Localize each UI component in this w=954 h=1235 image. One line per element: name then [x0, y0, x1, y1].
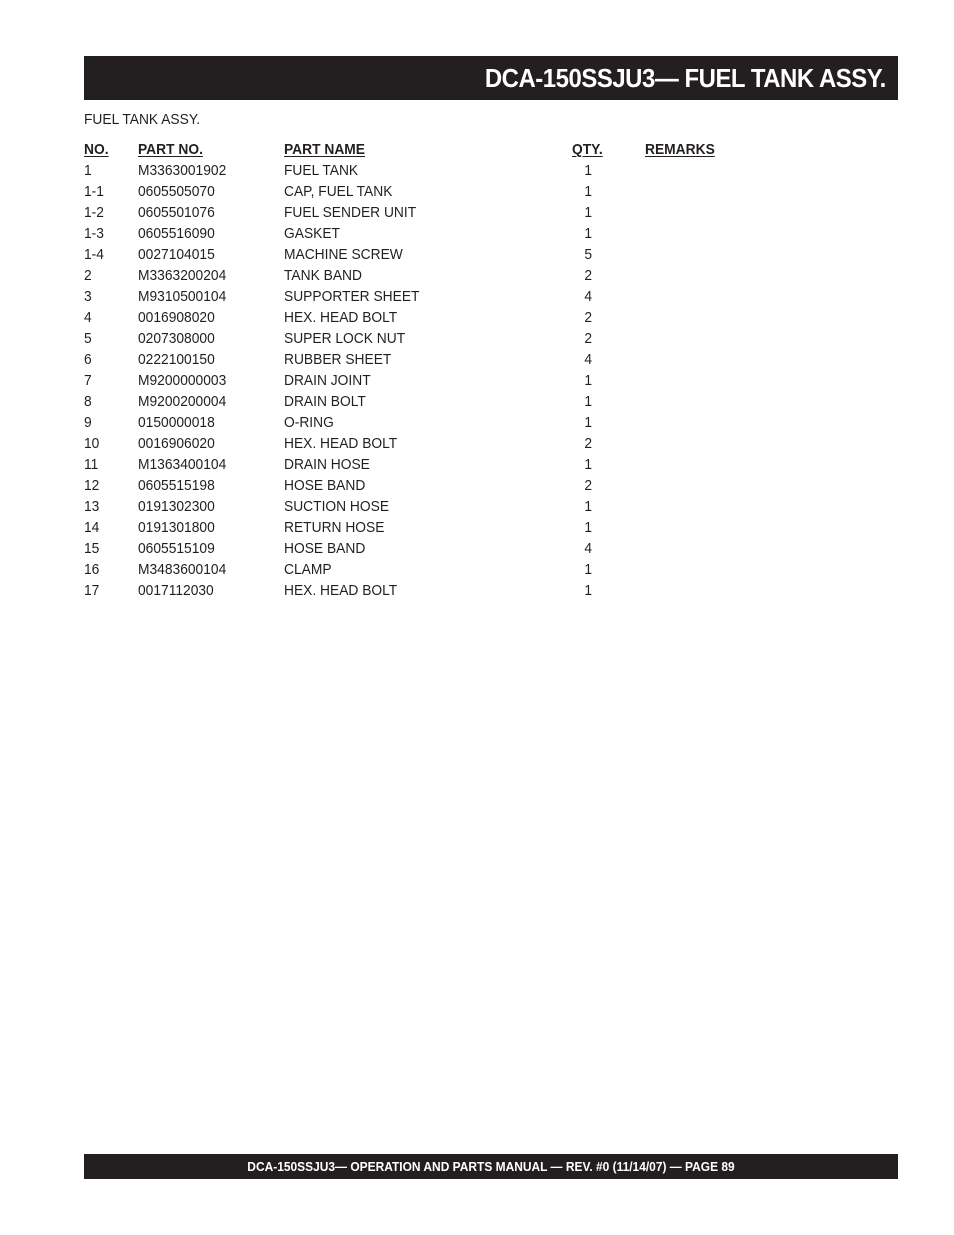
cell-part-name: HOSE BAND	[284, 540, 366, 557]
cell-qty: 1	[584, 456, 592, 473]
cell-no: 17	[84, 582, 100, 599]
table-row	[84, 286, 764, 307]
cell-part-name: FUEL TANK	[284, 162, 359, 179]
cell-qty: 2	[584, 330, 592, 347]
cell-no: 11	[84, 456, 99, 473]
cell-part-no: M9200200004	[138, 393, 227, 410]
cell-no: 10	[84, 435, 100, 452]
cell-part-no: 0605505070	[138, 183, 215, 200]
cell-qty: 1	[584, 561, 592, 578]
cell-part-no: 0191301800	[138, 519, 215, 536]
cell-part-no: 0207308000	[138, 330, 215, 347]
cell-no: 1	[84, 162, 92, 179]
cell-part-no: 0605515198	[138, 477, 215, 494]
cell-part-no: M3363200204	[138, 267, 227, 284]
cell-no: 3	[84, 288, 92, 305]
section-label: FUEL TANK ASSY.	[84, 111, 201, 128]
cell-no: 14	[84, 519, 100, 536]
cell-part-no: 0016908020	[138, 309, 215, 326]
cell-qty: 1	[584, 498, 592, 515]
cell-part-no: 0016906020	[138, 435, 215, 452]
cell-no: 2	[84, 267, 92, 284]
cell-part-no: 0191302300	[138, 498, 215, 515]
table-row	[84, 475, 764, 496]
table-row	[84, 202, 764, 223]
parts-table	[84, 139, 764, 601]
cell-qty: 1	[584, 519, 592, 536]
table-row	[84, 349, 764, 370]
cell-no: 9	[84, 414, 92, 431]
table-row	[84, 223, 764, 244]
cell-part-name: CLAMP	[284, 561, 332, 578]
cell-part-name: TANK BAND	[284, 267, 362, 284]
cell-no: 12	[84, 477, 100, 494]
cell-part-no: 0017112030	[138, 582, 214, 599]
column-header-remarks: REMARKS	[645, 141, 715, 158]
cell-part-name: DRAIN JOINT	[284, 372, 371, 389]
table-body	[84, 160, 764, 601]
cell-part-name: SUPPORTER SHEET	[284, 288, 420, 305]
table-row	[84, 517, 764, 538]
cell-qty: 1	[584, 372, 592, 389]
cell-part-name: HEX. HEAD BOLT	[284, 309, 398, 326]
page-footer-bar	[84, 1154, 898, 1179]
cell-part-no: M3363001902	[138, 162, 227, 179]
cell-qty: 1	[584, 414, 592, 431]
cell-qty: 1	[584, 183, 592, 200]
column-header-qty: QTY.	[572, 141, 603, 158]
cell-no: 1-4	[84, 246, 104, 263]
page-footer: DCA-150SSJU3— OPERATION AND PARTS MANUAL — REV. #0 (11/14/07) — PAGE 89	[247, 1159, 735, 1174]
cell-part-no: 0150000018	[138, 414, 215, 431]
cell-part-name: DRAIN HOSE	[284, 456, 370, 473]
cell-qty: 1	[584, 225, 592, 242]
table-row	[84, 433, 764, 454]
cell-part-no: M3483600104	[138, 561, 227, 578]
table-row	[84, 496, 764, 517]
table-row	[84, 160, 764, 181]
table-row	[84, 538, 764, 559]
table-row	[84, 181, 764, 202]
cell-part-name: RETURN HOSE	[284, 519, 385, 536]
column-header-part-name: PART NAME	[284, 141, 366, 158]
cell-part-no: 0222100150	[138, 351, 215, 368]
table-row	[84, 265, 764, 286]
cell-part-name: DRAIN BOLT	[284, 393, 366, 410]
cell-qty: 4	[584, 351, 592, 368]
table-row	[84, 580, 764, 601]
page-title: DCA-150SSJU3— FUEL TANK ASSY.	[485, 63, 886, 93]
table-header-row	[84, 139, 764, 160]
cell-qty: 1	[584, 582, 592, 599]
column-header-no: NO.	[84, 141, 109, 158]
cell-qty: 1	[584, 162, 592, 179]
cell-no: 5	[84, 330, 92, 347]
cell-part-no: 0605515109	[138, 540, 215, 557]
cell-no: 13	[84, 498, 100, 515]
table-row	[84, 370, 764, 391]
cell-part-name: MACHINE SCREW	[284, 246, 403, 263]
cell-part-name: O-RING	[284, 414, 334, 431]
cell-qty: 4	[584, 288, 592, 305]
cell-qty: 2	[584, 309, 592, 326]
cell-no: 7	[84, 372, 92, 389]
column-header-part-no: PART NO.	[138, 141, 203, 158]
cell-part-name: GASKET	[284, 225, 340, 242]
cell-no: 4	[84, 309, 92, 326]
cell-part-name: FUEL SENDER UNIT	[284, 204, 417, 221]
table-row	[84, 244, 764, 265]
table-row	[84, 454, 764, 475]
cell-qty: 1	[584, 204, 592, 221]
cell-part-name: RUBBER SHEET	[284, 351, 392, 368]
table-row	[84, 412, 764, 433]
cell-no: 16	[84, 561, 100, 578]
cell-part-name: SUCTION HOSE	[284, 498, 390, 515]
cell-qty: 5	[584, 246, 592, 263]
cell-part-name: HEX. HEAD BOLT	[284, 435, 398, 452]
table-row	[84, 559, 764, 580]
cell-no: 1-3	[84, 225, 104, 242]
table-row	[84, 391, 764, 412]
cell-part-name: HEX. HEAD BOLT	[284, 582, 398, 599]
cell-part-no: 0605516090	[138, 225, 215, 242]
cell-no: 8	[84, 393, 92, 410]
cell-qty: 4	[584, 540, 592, 557]
cell-no: 1-1	[84, 183, 104, 200]
table-row	[84, 328, 764, 349]
cell-part-name: HOSE BAND	[284, 477, 366, 494]
cell-qty: 2	[584, 477, 592, 494]
cell-qty: 1	[584, 393, 592, 410]
table-row	[84, 307, 764, 328]
cell-part-name: CAP, FUEL TANK	[284, 183, 393, 200]
cell-part-no: 0605501076	[138, 204, 215, 221]
cell-qty: 2	[584, 435, 592, 452]
page-title-bar	[84, 56, 898, 100]
cell-part-no: 0027104015	[138, 246, 215, 263]
cell-no: 6	[84, 351, 92, 368]
cell-no: 1-2	[84, 204, 104, 221]
cell-part-name: SUPER LOCK NUT	[284, 330, 406, 347]
cell-part-no: M9310500104	[138, 288, 227, 305]
cell-part-no: M1363400104	[138, 456, 227, 473]
cell-no: 15	[84, 540, 100, 557]
cell-qty: 2	[584, 267, 592, 284]
cell-part-no: M9200000003	[138, 372, 227, 389]
